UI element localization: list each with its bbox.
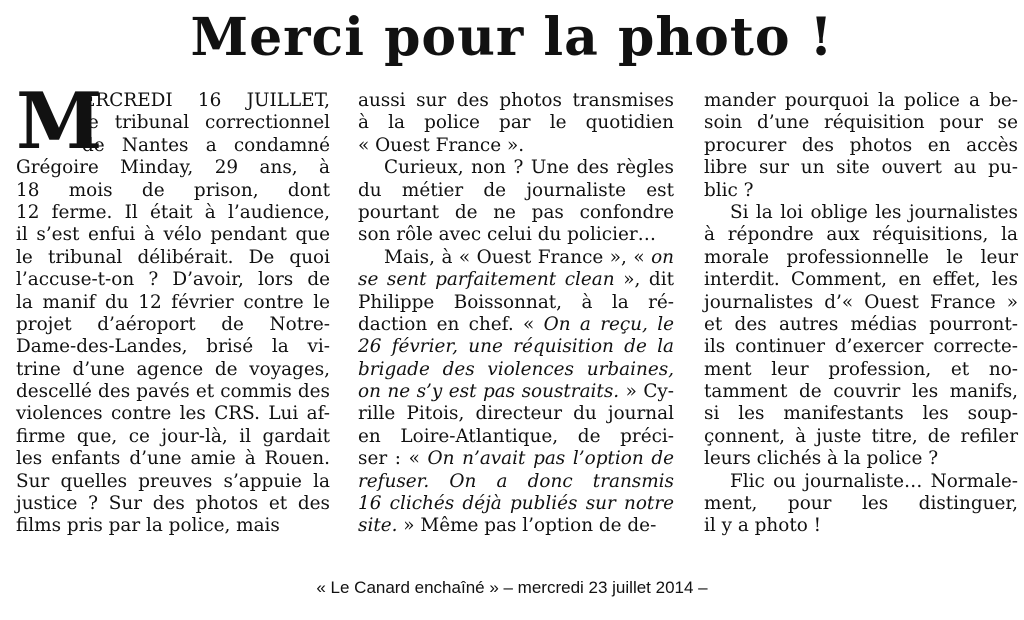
text-line: site. » Même pas l’option de de- xyxy=(358,515,657,537)
text-line: ils continuer d’exercer correcte- xyxy=(704,336,1018,358)
text-line: il s’est enfui à vélo pendant que xyxy=(16,224,330,246)
text-line: films pris par la police, mais xyxy=(16,515,280,537)
text-line: libre sur un site ouvert au pu- xyxy=(704,157,1018,179)
drop-cap: M xyxy=(16,76,103,167)
text-line: projet d’aéroport de Notre- xyxy=(16,313,330,335)
text-line: rille Pitois, directeur du journal xyxy=(358,403,674,425)
text-line: morale professionnelle le leur xyxy=(704,246,1018,268)
text-line: Flic ou journaliste… Normale- xyxy=(730,470,1018,492)
text-line: son rôle avec celui du policier… xyxy=(358,224,657,246)
article-column-3 xyxy=(704,90,1018,538)
text-line: violences contre les CRS. Lui af- xyxy=(16,403,330,425)
text-line: Curieux, non ? Une des règles xyxy=(384,157,674,179)
text-line: et des autres médias pourront- xyxy=(704,313,1018,335)
text-line: interdit. Comment, en effet, les xyxy=(704,269,1018,291)
text-line: se sent parfaitement clean », dit xyxy=(358,269,674,291)
text-line: le tribunal délibérait. De quoi xyxy=(16,246,330,268)
text-line: Grégoire Minday, 29 ans, à xyxy=(16,157,330,179)
text-line: descellé des pavés et commis des xyxy=(16,381,330,403)
source-caption: « Le Canard enchaîné » – mercredi 23 juillet 2014 – xyxy=(316,578,708,597)
text-line: on ne s’y est pas soustraits. » Cy- xyxy=(358,381,674,403)
text-line: 26 février, une réquisition de la xyxy=(358,336,674,358)
text-line: à la police par le quotidien xyxy=(358,112,674,134)
text-line: Sur quelles preuves s’appuie la xyxy=(16,470,330,492)
text-line: ser : « On n’avait pas l’option de xyxy=(358,448,674,470)
text-line: 16 clichés déjà publiés sur notre xyxy=(358,493,674,515)
text-line: daction en chef. « On a reçu, le xyxy=(358,313,674,335)
text-line: Si la loi oblige les journalistes xyxy=(730,201,1018,223)
text-line: il y a photo ! xyxy=(704,515,822,537)
text-line: la manif du 12 février contre le xyxy=(16,291,330,313)
article-column-2 xyxy=(358,90,674,538)
text-line: si les manifestants les soup- xyxy=(704,403,1018,425)
headline: Merci pour la photo ! xyxy=(190,7,834,68)
text-line: à répondre aux réquisitions, la xyxy=(704,224,1018,246)
text-line: 18 mois de prison, dont xyxy=(16,179,330,201)
text-line: l’accuse-t-on ? D’avoir, lors de xyxy=(16,269,330,291)
text-line: procurer des photos en accès xyxy=(704,134,1018,156)
text-line: aussi sur des photos transmises xyxy=(358,90,674,111)
text-line: leurs clichés à la police ? xyxy=(704,448,939,470)
text-line: refuser. On a donc transmis xyxy=(358,470,674,492)
text-line: journalistes d’« Ouest France » xyxy=(704,291,1018,313)
text-line: les enfants d’une amie à Rouen. xyxy=(16,448,330,470)
text-line: en Loire-Atlantique, de préci- xyxy=(358,425,674,447)
text-line: « Ouest France ». xyxy=(358,134,525,156)
text-line: pourtant de ne pas confondre xyxy=(358,201,674,223)
text-line: de Nantes a condamné xyxy=(82,134,330,156)
text-line: ment leur profession, et no- xyxy=(704,358,1018,380)
text-line: ment, pour les distinguer, xyxy=(704,493,1018,515)
text-line: le tribunal correctionnel xyxy=(82,112,330,134)
text-line: ERCREDI 16 JUILLET, xyxy=(82,90,330,111)
text-line: firme que, ce jour-là, il gardait xyxy=(16,425,330,447)
text-line: Mais, à « Ouest France », « on xyxy=(384,246,674,268)
text-line: soin d’une réquisition pour se xyxy=(704,112,1018,134)
text-line: trine d’une agence de voyages, xyxy=(16,358,330,380)
text-line: tamment de couvrir les manifs, xyxy=(704,381,1018,403)
text-line: Philippe Boissonnat, à la ré- xyxy=(358,291,674,313)
text-line: 12 ferme. Il était à l’audience, xyxy=(16,201,330,223)
text-line: mander pourquoi la police a be- xyxy=(704,90,1018,111)
text-line: blic ? xyxy=(704,179,754,201)
text-line: justice ? Sur des photos et des xyxy=(16,493,330,515)
text-line: Dame-des-Landes, brisé la vi- xyxy=(16,336,330,358)
article-column-1 xyxy=(16,76,330,538)
text-line: brigade des violences urbaines, xyxy=(358,358,674,380)
text-line: du métier de journaliste est xyxy=(358,179,674,201)
text-line: çonnent, à juste titre, de refiler xyxy=(704,425,1018,447)
